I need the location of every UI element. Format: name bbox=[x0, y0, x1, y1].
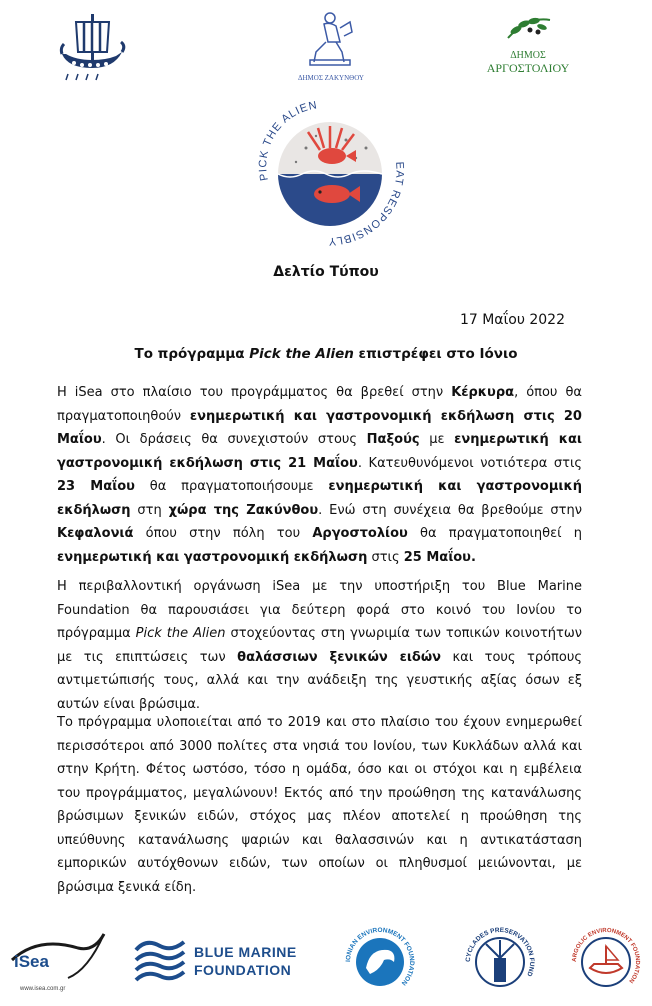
dolphin-icon bbox=[340, 922, 420, 1002]
p2-run: και τους τρόπους αντιμετώπισής τους, αλλά και την ανάδειξη της γευστικής αξίας όσων εξ αυτών είναι βρώσιμα. bbox=[57, 649, 582, 712]
zakynthos-label: ΔΗΜΟΣ ΖΑΚΥΝΘΟΥ bbox=[298, 74, 364, 82]
isea-url: www.isea.com.gr bbox=[20, 986, 66, 992]
isea-logo bbox=[8, 930, 108, 1000]
paragraph-1 bbox=[57, 381, 582, 569]
cyclades-ring-text: CYCLADES PRESERVATION FUND bbox=[464, 926, 536, 978]
p1-run: στις bbox=[367, 549, 404, 565]
p1-run: Παξούς bbox=[366, 432, 420, 447]
cyclades-fund-logo bbox=[460, 922, 540, 1002]
p1-run: Αργοστολίου bbox=[312, 526, 408, 541]
p1-run: με bbox=[419, 432, 455, 447]
zakynthos-logo bbox=[300, 8, 362, 86]
seated-poet-icon bbox=[300, 8, 362, 68]
p1-run: ενημερωτική και γαστρονομική εκδήλωση στις 20 Μαΐου bbox=[57, 408, 582, 447]
p1-run: θα πραγματοποιήσουμε bbox=[134, 479, 329, 494]
argostoli-label-bottom: ΑΡΓΟΣΤΟΛΙΟΥ bbox=[486, 61, 570, 75]
p1-run: Κέρκυρα bbox=[451, 385, 515, 400]
document-date: 17 Μαΐου 2022 bbox=[459, 312, 565, 328]
argostoli-logo bbox=[478, 10, 578, 80]
blue-marine-logo bbox=[132, 936, 312, 986]
p1-run: ενημερωτική και γαστρονομική εκδήλωση στις 21 Μαΐου bbox=[57, 432, 582, 471]
argolic-foundation-logo bbox=[566, 922, 646, 1002]
argostoli-label-top: ΔΗΜΟΣ bbox=[510, 50, 546, 61]
paragraph-2 bbox=[57, 575, 582, 716]
document-headline: Το πρόγραμμα Pick the Alien επιστρέφει στο Ιόνιο bbox=[134, 346, 518, 362]
p1-run: . Οι δράσεις θα συνεχιστούν στους bbox=[101, 432, 367, 447]
ship-logo bbox=[58, 8, 128, 83]
p1-run: χώρα της Ζακύνθου bbox=[168, 502, 319, 518]
p1-run: Η iSea στο πλαίσιο του προγράμματος θα βρεθεί στην bbox=[57, 385, 452, 400]
document-title: Δελτίο Τύπου bbox=[273, 264, 379, 280]
p1-run: 25 Μαΐου. bbox=[403, 549, 476, 565]
p2-run: Η περιβαλλοντική οργάνωση iSea με την υποστήριξη του Blue Marine Foundation θα παρουσιάσει για δεύτερη φορά στο κοινό του Ιονίου το πρόγραμμα bbox=[57, 579, 582, 641]
p2-run: Pick the Alien bbox=[135, 626, 226, 641]
ionian-foundation-logo bbox=[340, 922, 420, 1002]
pick-the-alien-badge bbox=[246, 88, 406, 248]
blue-marine-line1: BLUE MARINE bbox=[194, 944, 297, 960]
p1-run: . Κατευθυνόμενοι νοτιότερα στις bbox=[357, 455, 582, 471]
olive-branch-icon bbox=[478, 10, 578, 46]
p1-run: ενημερωτική και γαστρονομική εκδήλωση bbox=[57, 549, 368, 565]
boat-icon bbox=[566, 922, 646, 1002]
p1-run: θα πραγματοποιηθεί η bbox=[407, 526, 583, 541]
badge-graphic bbox=[246, 88, 406, 248]
viking-ship-icon bbox=[58, 8, 128, 83]
waves-icon bbox=[132, 936, 188, 982]
paragraph-3 bbox=[57, 711, 582, 899]
p1-run: όπου στην πόλη του bbox=[133, 526, 313, 541]
p1-run: Κεφαλονιά bbox=[57, 526, 134, 541]
p1-run: . Ενώ στη συνέχεια θα βρεθούμε στην bbox=[318, 502, 582, 518]
p1-run: 23 Μαΐου bbox=[57, 479, 135, 494]
badge-bottom-text: EAT RESPONSIBLY bbox=[327, 161, 406, 248]
isea-name: iSea bbox=[14, 952, 49, 971]
p3-run: Το πρόγραμμα υλοποιείται από το 2019 και στο πλαίσιο του έχουν ενημερωθεί περισσότεροι από 3000 πολίτες στα νησιά του Ιονίου, των Κυκλάδων αλλά και στην Κρήτη. Φέτος ωστόσο, τόσο η ομάδα, όσο και οι στόχοι και η εμβέλεια του προγράμματος, μεγαλώνουν! Εκτός από την προώθηση της κατανάλωσης βρώσιμων ξενικών ειδών, στόχος μας πλέον αποτελεί η προώθηση της υπεύθυνης κατανάλωσης ψαριών και θαλασσινών και η αντικατάσταση εμπορικών αυτόχθονων ειδών, των οποίων οι πληθυσμοί μειώνονται, με βρώσιμα ξενικά είδη. bbox=[57, 715, 582, 895]
ionian-ring-text: IONIAN ENVIRONMENT FOUNDATION bbox=[344, 926, 416, 987]
p2-run: στοχεύοντας στη γνωριμία των τοπικών κοινοτήτων με τις επιπτώσεις των bbox=[57, 626, 582, 665]
p2-run: θαλάσσιων ξενικών ειδών bbox=[237, 649, 442, 665]
argolic-ring-text: ARGOLIC ENVIRONMENT FOUNDATION bbox=[571, 927, 641, 984]
blue-marine-line2: FOUNDATION bbox=[194, 962, 292, 978]
p1-run: στη bbox=[130, 502, 169, 518]
badge-top-text: PICK THE ALIEN bbox=[257, 99, 319, 182]
windmill-icon bbox=[460, 922, 540, 1002]
p1-run: ενημερωτική και γαστρονομική εκδήλωση bbox=[57, 479, 582, 518]
p1-run: , όπου θα πραγματοποιηθούν bbox=[57, 385, 582, 424]
